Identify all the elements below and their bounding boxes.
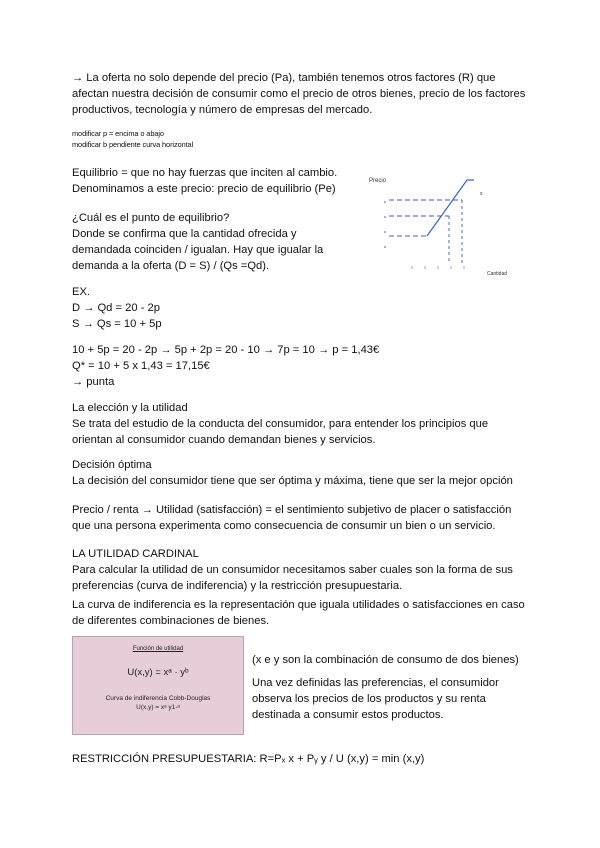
intro-paragraph [72, 70, 525, 118]
punto-line-4: demanda a la oferta (D = S) / (Qs =Qd). [72, 260, 270, 272]
supply-demand-graph [367, 172, 527, 280]
cardinal-line-2: preferencias (curva de indiferencia) y la restricción presupuestaria. [72, 580, 403, 592]
utility-function-figure [72, 636, 244, 735]
decision-line-1: La decisión del consumidor tiene que ser óptima y máxima, tiene que ser la mejor opción [72, 475, 513, 487]
example-block [72, 284, 162, 332]
graph-tick [384, 216, 386, 218]
cardinal-line-1: Para calcular la utilidad de un consumidor necesitamos saber cuales son la forma de sus [72, 564, 513, 576]
intro-line-3: productivos, tecnología y número de empresas del mercado. [72, 104, 373, 116]
intro-line-1: → La oferta no solo depende del precio (Pa), también tenemos otros factores (R) que [72, 72, 496, 84]
punto-paragraph [72, 210, 323, 274]
example-calc-block [72, 342, 379, 390]
graph-y-label: Precio [369, 178, 387, 184]
supply-line [427, 180, 467, 236]
utility-box-title: Función de utilidad [132, 646, 184, 652]
decision-title: Decisión óptima [72, 459, 152, 471]
intro-line-2: afectan nuestra decisión de consumir como el precio de otros bienes, precio de los factores [72, 88, 526, 100]
equilibrio-paragraph [72, 165, 337, 197]
cardinal-title: LA UTILIDAD CARDINAL [72, 548, 199, 560]
utility-box-curve-formula: U(x,y) = xᵃ y1-ᵃ [136, 704, 180, 711]
cardinal-block [72, 546, 513, 594]
notes [72, 128, 193, 150]
example-quantity: Q* = 10 + 5 x 1,43 = 17,15€ [72, 360, 210, 372]
cardinal-block-2 [72, 597, 525, 629]
graph-x-ticks [412, 266, 464, 269]
equilibrio-line-1: Equilibrio = que no hay fuerzas que inciten al cambio. [72, 167, 338, 179]
note-line-2: modificar b pendiente curva horizontal [72, 140, 194, 149]
example-supply: S → Qs = 10 + 5p [72, 318, 162, 330]
right-note-3: observa los precios de los productos y su renta [252, 693, 486, 705]
cardinal-line-3: La curva de indiferencia es la representación que iguala utilidades o satisfacciones en caso [72, 599, 525, 611]
graph-tick [384, 246, 386, 248]
cardinal-line-4: de diferentes combinaciones de bienes. [72, 615, 270, 627]
decision-block [72, 457, 513, 489]
right-note-2: Una vez definidas las preferencias, el consumidor [252, 677, 499, 689]
example-punta: → punta [72, 376, 115, 388]
eleccion-block [72, 400, 488, 448]
graph-s-label: s [480, 191, 483, 197]
graph-tick [384, 201, 386, 203]
precio-renta-block [72, 502, 511, 534]
graph-tick [384, 231, 386, 233]
punto-line-3: demandada coinciden / igualan. Hay que igualar la [72, 244, 324, 256]
example-title: EX. [72, 286, 91, 298]
equilibrio-line-2: Denominamos a este precio: precio de equilibrio (Pe) [72, 183, 336, 195]
right-note-1: (x e y son la combinación de consumo de dos bienes) [252, 654, 519, 666]
eleccion-line-2: orientan al consumidor cuando demandan bienes y servicios. [72, 434, 376, 446]
punto-line-1: ¿Cuál es el punto de equilibrio? [72, 212, 230, 224]
utility-box-formula: U(x,y) = xᵃ · yᵇ [127, 667, 189, 678]
note-line-1: modificar p = encima o abajo [72, 129, 164, 138]
eleccion-title: La elección y la utilidad [72, 402, 188, 414]
precio-renta-line-1: Precio / renta → Utilidad (satisfacción) = el sentimiento subjetivo de placer o satisfacción [72, 504, 512, 516]
example-demand: D → Qd = 20 - 2p [72, 302, 160, 314]
punto-line-2: Donde se confirma que la cantidad ofrecida y [72, 228, 297, 240]
right-note-4: destinada a consumir estos productos. [252, 709, 444, 721]
utility-box-curve-label: Curva de indiferencia Cobb-Douglas [105, 695, 211, 702]
example-calc: 10 + 5p = 20 - 2p → 5p + 2p = 20 - 10 → 7p = 10 → p = 1,43€ [72, 344, 380, 356]
precio-renta-line-2: que una persona experimenta como consecuencia de consumir un bien o un servicio. [72, 520, 496, 532]
restriccion-line: RESTRICCIÓN PRESUPUESTARIA: R=Pₓ x + Pᵧ y / U (x,y) = min (x,y) [72, 753, 425, 765]
eleccion-line-1: Se trata del estudio de la conducta del consumidor, para entender los principios que [72, 418, 489, 430]
graph-x-label: Cantidad [487, 271, 508, 277]
right-notes-block [252, 675, 499, 723]
